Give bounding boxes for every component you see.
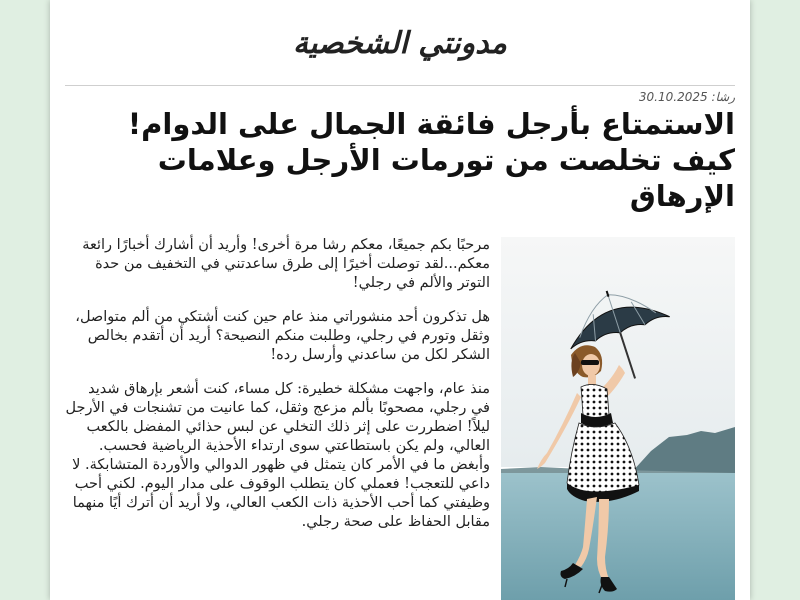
blog-title[interactable]: مدونتي الشخصية [293, 26, 507, 61]
blog-page [50, 0, 750, 600]
header-divider [65, 85, 735, 86]
post-body [65, 236, 490, 547]
post-paragraph-2: هل تذكرون أحد منشوراتي منذ عام حين كنت أشتكي من ألم متواصل، وثقل وتورم في رجلي، وطلبت منكم النصيحة؟ أريد أن أتقدم بخالص الشكر لكل من ساعدني وأرسل رده! [75, 309, 490, 363]
post-meta: رشا: 30.10.2025 [638, 90, 735, 104]
woman-with-umbrella-illustration [501, 237, 735, 600]
post-paragraph-3: منذ عام، واجهت مشكلة خطيرة: كل مساء، كنت أشعر بإرهاق شديد في رجلي، مصحوبًا بألم مزعج وثقل، كما عانيت من تشنجات في الأرجل ليلاً! اضطررت على إثر ذلك التخلي عن لبس حذائي المفضل بالكعب العالي، ولم يكن باستطاعتي سوى ارتداء الأحذية الرياضية فحسب. وأبغض ما في الأمر كان يتمثل في ظهور الدوالي والأوردة المتشابكة. لا داعي للتعجب! فعملي كان يتطلب الوقوف على مدار اليوم. لكني أحب وظيفتي كما أحب الأحذية ذات الكعب العالي، ولا أريد أن أترك أيًا منهما مقابل الحفاظ على صحة رجلي. [65, 381, 490, 530]
post-title[interactable]: الاستمتاع بأرجل فائقة الجمال على الدوام! كيف تخلصت من تورمات الأرجل وعلامات الإرهاق [127, 107, 735, 213]
post-image [501, 237, 735, 600]
post-paragraph-1: مرحبًا بكم جميعًا، معكم رشا مرة أخرى! وأريد أن أشارك أخبارًا رائعة معكم...لقد توصلت أخيرًا إلى طرق ساعدتني في التخفيف من حدة التوتر والألم في رجلي! [82, 237, 490, 291]
